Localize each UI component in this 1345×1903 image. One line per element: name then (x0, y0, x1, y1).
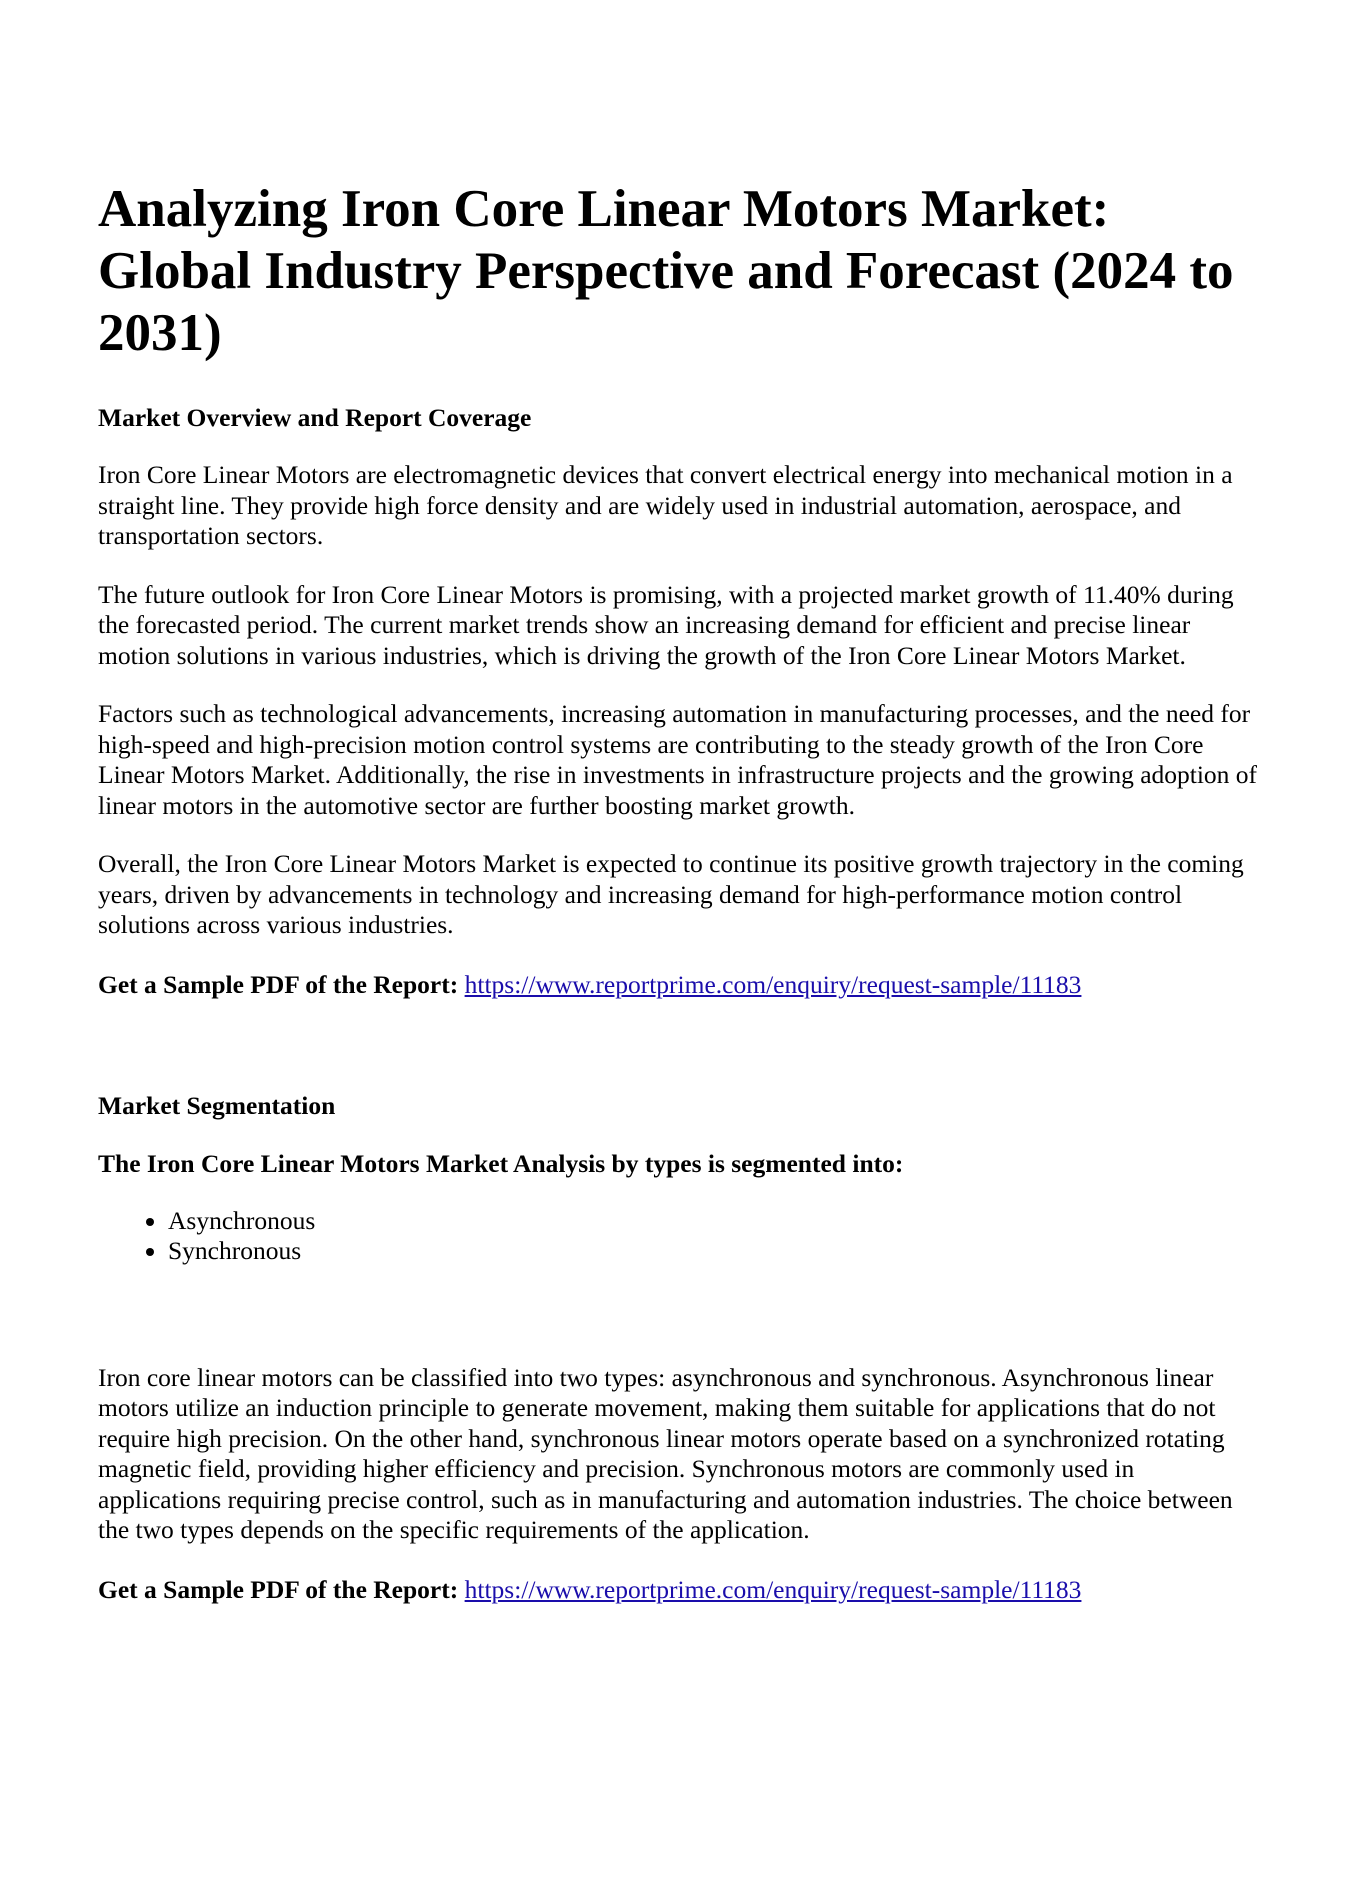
segmentation-paragraph: Iron core linear motors can be classified into two types: asynchronous and synchronous. Asynchronous linear motors utilize an induction principle to generate movement, making them suitable for applications that do not require high precision. On the other hand, synchronous linear motors operate based on a synchronized rotating magnetic field, providing higher efficiency and precision. Synchronous motors are commonly used in applications requiring precise control, such as in manufacturing and automation industries. The choice between the two types depends on the specific requirements of the application. (98, 1362, 1233, 1544)
segmentation-subheading: The Iron Core Linear Motors Market Analysis by types is segmented into: (98, 1148, 904, 1178)
page-title: Analyzing Iron Core Linear Motors Market: Global Industry Perspective and Forecast (2024 to 2031) (98, 180, 1234, 362)
overview-paragraph: Overall, the Iron Core Linear Motors Market is expected to continue its positive growth trajectory in the coming years, driven by advancements in technology and increasing demand for high-performance motion control solutions across various industries. (98, 849, 1244, 939)
list-item: • Synchronous (168, 1236, 1258, 1267)
sample-pdf-label: Get a Sample PDF of the Report: (98, 1574, 459, 1604)
types-list (98, 1206, 1258, 1267)
list-item: • Asynchronous (168, 1206, 1258, 1237)
overview-paragraph: Factors such as technological advancements, increasing automation in manufacturing processes, and the need for high-speed and high-precision motion control systems are contributing to the steady growth of the Iron Core Linear Motors Market. Additionally, the rise in investments in infrastructure projects and the growing adoption of linear motors in the automotive sector are further boosting market growth. (98, 699, 1258, 820)
overview-heading: Market Overview and Report Coverage (98, 403, 532, 432)
sample-pdf-link[interactable]: https://www.reportprime.com/enquiry/request-sample/11183 (464, 1574, 1082, 1604)
sample-pdf-label: Get a Sample PDF of the Report: (98, 969, 459, 999)
document-page (98, 178, 1258, 1605)
segmentation-heading: Market Segmentation (98, 1090, 336, 1120)
overview-paragraph: Iron Core Linear Motors are electromagnetic devices that convert electrical energy into mechanical motion in a straight line. They provide high force density and are widely used in industrial automation, aerospace, and transportation sectors. (98, 460, 1233, 550)
sample-pdf-line (98, 969, 1258, 1000)
sample-pdf-line (98, 1574, 1258, 1605)
sample-pdf-link[interactable]: https://www.reportprime.com/enquiry/request-sample/11183 (464, 969, 1082, 999)
overview-paragraph: The future outlook for Iron Core Linear Motors is promising, with a projected market growth of 11.40% during the forecasted period. The current market trends show an increasing demand for efficient and precise linear motion solutions in various industries, which is driving the growth of the Iron Core Linear Motors Market. (98, 579, 1234, 670)
